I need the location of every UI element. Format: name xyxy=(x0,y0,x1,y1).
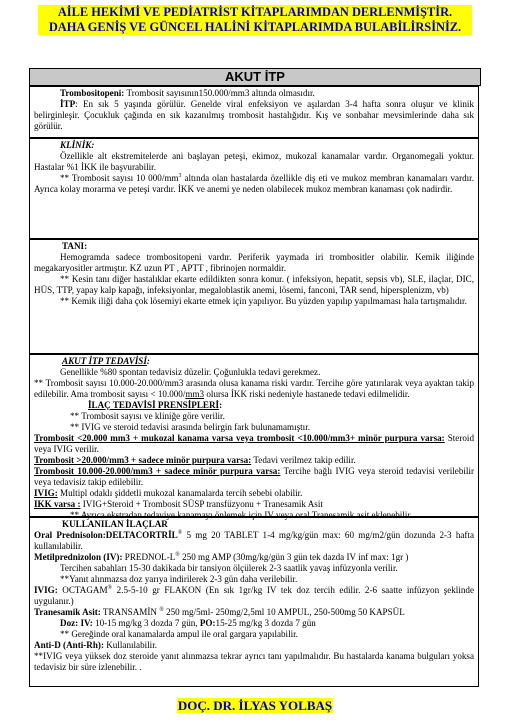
principle-rule-1: ** Trombosit sayısı ve kliniğe göre verilir. xyxy=(70,411,225,421)
anti-d-label: Anti-D (Anti-Rh): xyxy=(34,640,104,650)
rule-line-2 xyxy=(34,455,474,466)
trombositopeni-definition xyxy=(34,88,474,99)
itp-definition xyxy=(34,99,474,132)
rule-2-action: Tedavi verilmez takip edilir. xyxy=(251,455,356,465)
author-footer: DOÇ. DR. İLYAS YOLBAŞ xyxy=(177,698,333,713)
rule-1-action: Steroid veya IVIG verilir. xyxy=(34,433,474,454)
oral-prednisolon-dose: 5 mg 20 TABLET 1-4 mg/kg/gün max: 60 mg/m2/gün dozunda 2-3 hafta kullanılabilir. xyxy=(34,530,475,551)
definition-section xyxy=(29,86,479,138)
final-note: **IVIG veya yüksek doz steroide yanıt alınmazsa tekrar ayrıcı tanı yapılmalıdır. Bu hastalarda kanama bulguları yoksa tedavisiz bir süre izlenebilir. . xyxy=(34,651,474,672)
rule-4-action: Multipl odaklı şiddetli mukozal kanamalarda tercih sebebi olabilir. xyxy=(57,488,303,498)
diagnosis-paragraph-3: ** Kemik iliği daha çok lösemiyi ekarte etmek için yapılıyor. Bu yüzden yapılıp yapılmaması hala tartışmalıdır. xyxy=(60,296,467,306)
rule-3-action: Tercihe bağlı IVIG veya steroid tedavisi verilebilir veya tedavisiz takip edilebilir. xyxy=(34,466,474,487)
rule-3-condition: Trombosit 10.000-20.000/mm3 + sadece minör purpura varsa: xyxy=(34,466,281,476)
metilprednizolon-note-1: Tercihen sabahları 15-30 dakikada bir tansiyon ölçülerek 2-3 saatlik yavaş infüzyonla verilir. xyxy=(60,563,398,573)
ivig-reg: ® xyxy=(107,584,113,591)
treatment-p2-unit: mm3 xyxy=(185,389,205,399)
header-banner xyxy=(38,5,472,35)
treatment-heading-text: AKUT İTP TEDAVİSİ xyxy=(62,356,147,366)
clinic-p2-end: altında olan hastalarda özellikle diş eti ve mukoz membran kanamaları vardır. Ayrıca kolay morarma ve peteşi vardır. İKK ve anemi ye neden olabilecek mukoz membran kanaması çok nadirdir. xyxy=(34,173,474,194)
diagnosis-heading: TANI: xyxy=(62,241,88,251)
tranesamik-po-dose: 15-25 mg/kg 3 dozda 7 gün xyxy=(215,618,316,628)
diagnosis-section xyxy=(29,239,479,354)
drug-principles-text: İLAÇ TEDAVİSİ PRENSİPLERİ xyxy=(88,400,220,410)
ivig-brand: OCTAGAM xyxy=(57,585,108,595)
drug-metilprednizolon xyxy=(34,552,474,563)
oral-prednisolon-reg: ® xyxy=(177,529,183,536)
rule-4-condition: IVIG: xyxy=(34,488,58,498)
treatment-p2-end: olursa İKK riski nedeniyle hastanede tedavi edilmelidir. xyxy=(204,389,410,399)
drugs-section xyxy=(29,517,479,687)
drug-ivig xyxy=(34,585,474,607)
treatment-section xyxy=(29,354,479,520)
treatment-p2-start: ** Trombosit sayısı 10.000-20.000/mm3 arasında olusa kanama riski vardır. Tercihe göre yatırılarak veya ayaktan takip edilebilir. Ama trombosit sayısı < 10.000/ xyxy=(34,378,474,399)
tranesamik-forms: 250 mg/5ml- 250mg/2,5ml 10 AMPUL, 250-500mg 50 KAPSÜL xyxy=(163,607,405,617)
diagnosis-paragraph-2: ** Kesin tanı diğer hastalıklar ekarte edildikten sonra konur. ( infeksiyon, hepatit, sepsis vb), SLE, ilaçlar, DIC, HÜS, TTP, yapay kalp kapağı, infeksiyonlar, megaloblastik anemi, lösemi, fanconi, TAR send, hipersplenizm, vb) xyxy=(34,274,474,295)
rule-2-condition: Trombosit >20.000/mm3 + sadece minör purpura varsa: xyxy=(34,455,252,465)
tranesamik-reg: ® xyxy=(159,606,164,613)
metilprednizolon-brand: PREDNOL-L xyxy=(122,552,176,562)
ivig-dose: 2.5-5-10 gr FLAKON (En sık 1gr/kg IV tek doz tercih edilir. 2-6 saatte infüzyon şeklinde uygulanır.) xyxy=(34,585,474,606)
trombositopeni-text: Trombosit sayısının150.000/mm3 altında olmasıdır. xyxy=(124,88,315,98)
itp-text: : En sık 5 yaşında görülür. Genelde viral enfeksiyon ve aşılardan 3-4 hafta sonra oluşur ve klinik belirginleşir. Çocukluk çağında en sık kazanılmış trombosit hastalığıdır. Kış ve sonbahar mevsimlerinde daha sık görülür. xyxy=(34,99,474,131)
oral-prednisolon-label: Oral Prednisolon: xyxy=(34,530,106,540)
metilprednizolon-note-2: **Yanıt alınmazsa doz yarıya indirilerek 2-3 gün daha verilebilir. xyxy=(60,574,298,584)
rule-line-4 xyxy=(34,488,474,499)
metilprednizolon-dose: 250 mg AMP (30mg/kg/gün 3 gün tek dazda IV inf max: 1gr ) xyxy=(179,552,409,562)
clinic-paragraph-2 xyxy=(34,173,474,195)
tranesamik-dose xyxy=(34,618,474,629)
drug-tranesamik xyxy=(34,607,474,618)
tranesamik-note: ** Gereğinde oral kanamalarda ampul ile oral gargara yapılabilir. xyxy=(60,629,298,639)
rule-line-5 xyxy=(34,499,474,510)
clinic-p2-sup: 3 xyxy=(178,172,182,179)
clinic-paragraph-1: Özellikle alt ekstremitelerde ani başlayan peteşi, ekimoz, mukozal kanamalar vardır. Organomegali yoktur. Hastalar %1 İKK ile başvurabilir. xyxy=(34,151,474,172)
tranesamik-label: Tranesamik Asit: xyxy=(34,607,101,617)
page-title: AKUT İTP xyxy=(29,68,481,86)
metilprednizolon-reg: ® xyxy=(175,551,180,558)
rule-line-6: ** Ayrıca ekstradan tedaviye kanamayı önlemek için IV veya oral Tranesamik asit eklenebilir. xyxy=(70,510,413,520)
drugs-heading: KULLANILAN İLAÇLAR xyxy=(62,519,168,529)
itp-label: İTP xyxy=(60,99,76,109)
drug-anti-d xyxy=(34,640,474,651)
diagnosis-paragraph-1: Hemogramda sadece trombositopeni vardır. Periferik yaymada iri trombositler olabilir. Kemik iliğinde megakaryositler artmıştır. KZ uzun PT , APTT , fibrinojen normaldir. xyxy=(34,252,474,273)
ivig-label: IVIG: xyxy=(34,585,58,595)
tranesamik-iv-label: Doz: IV: xyxy=(60,618,93,628)
metilprednizolon-label: Metilprednizolon (IV): xyxy=(34,552,123,562)
clinic-p2-start: ** Trombosit sayısı 10 000/mm xyxy=(60,173,179,183)
oral-prednisolon-brand: DELTACORTRİL xyxy=(105,530,178,540)
rule-1-condition: Trombosit <20.000 mm3 + mukozal kanama varsa veya trombosit <10.000/mm3+ minör purpura varsa: xyxy=(34,433,445,443)
rule-5-condition: IKK varsa : xyxy=(34,499,81,509)
tranesamik-po-label: PO: xyxy=(199,618,216,628)
treatment-heading: AKUT İTP TEDAVİSİ: xyxy=(62,356,150,366)
clinic-section xyxy=(29,138,479,239)
clinic-heading: KLİNİK: xyxy=(60,140,95,150)
anti-d-text: Kullanılabilir. xyxy=(103,640,158,650)
banner-line-2: DAHA GENİŞ VE GÜNCEL HALİNİ KİTAPLARIMDA BULABİLİRSİNİZ. xyxy=(48,20,462,34)
rule-line-1 xyxy=(34,433,474,455)
trombositopeni-label: Trombositopeni: xyxy=(60,88,125,98)
rule-line-3 xyxy=(34,466,474,488)
banner-line-1: AİLE HEKİMİ VE PEDİATRİST KİTAPLARIMDAN DERLENMİŞTİR. xyxy=(57,5,453,19)
rule-5-action: IVIG+Steroid + Trombosit SÜSP transfüzyonu + Tranesamik Asit xyxy=(80,499,323,509)
tranesamik-iv-dose: 10-15 mg/kg 3 dozda 7 gün, xyxy=(92,618,200,628)
treatment-paragraph-1: Genellikle %80 spontan tedavisiz düzelir. Çoğunlukla tedavi gerekmez. xyxy=(60,367,321,377)
principle-rule-2: ** IVIG ve steroid tedavisi arasında belirgin fark bulunamamıştır. xyxy=(70,422,310,432)
drug-oral-prednisolon xyxy=(34,530,474,552)
drug-principles-heading: İLAÇ TEDAVİSİ PRENSİPLERİ: xyxy=(88,400,223,410)
tranesamik-brand: TRANSAMİN xyxy=(100,607,160,617)
treatment-paragraph-2 xyxy=(34,378,474,400)
